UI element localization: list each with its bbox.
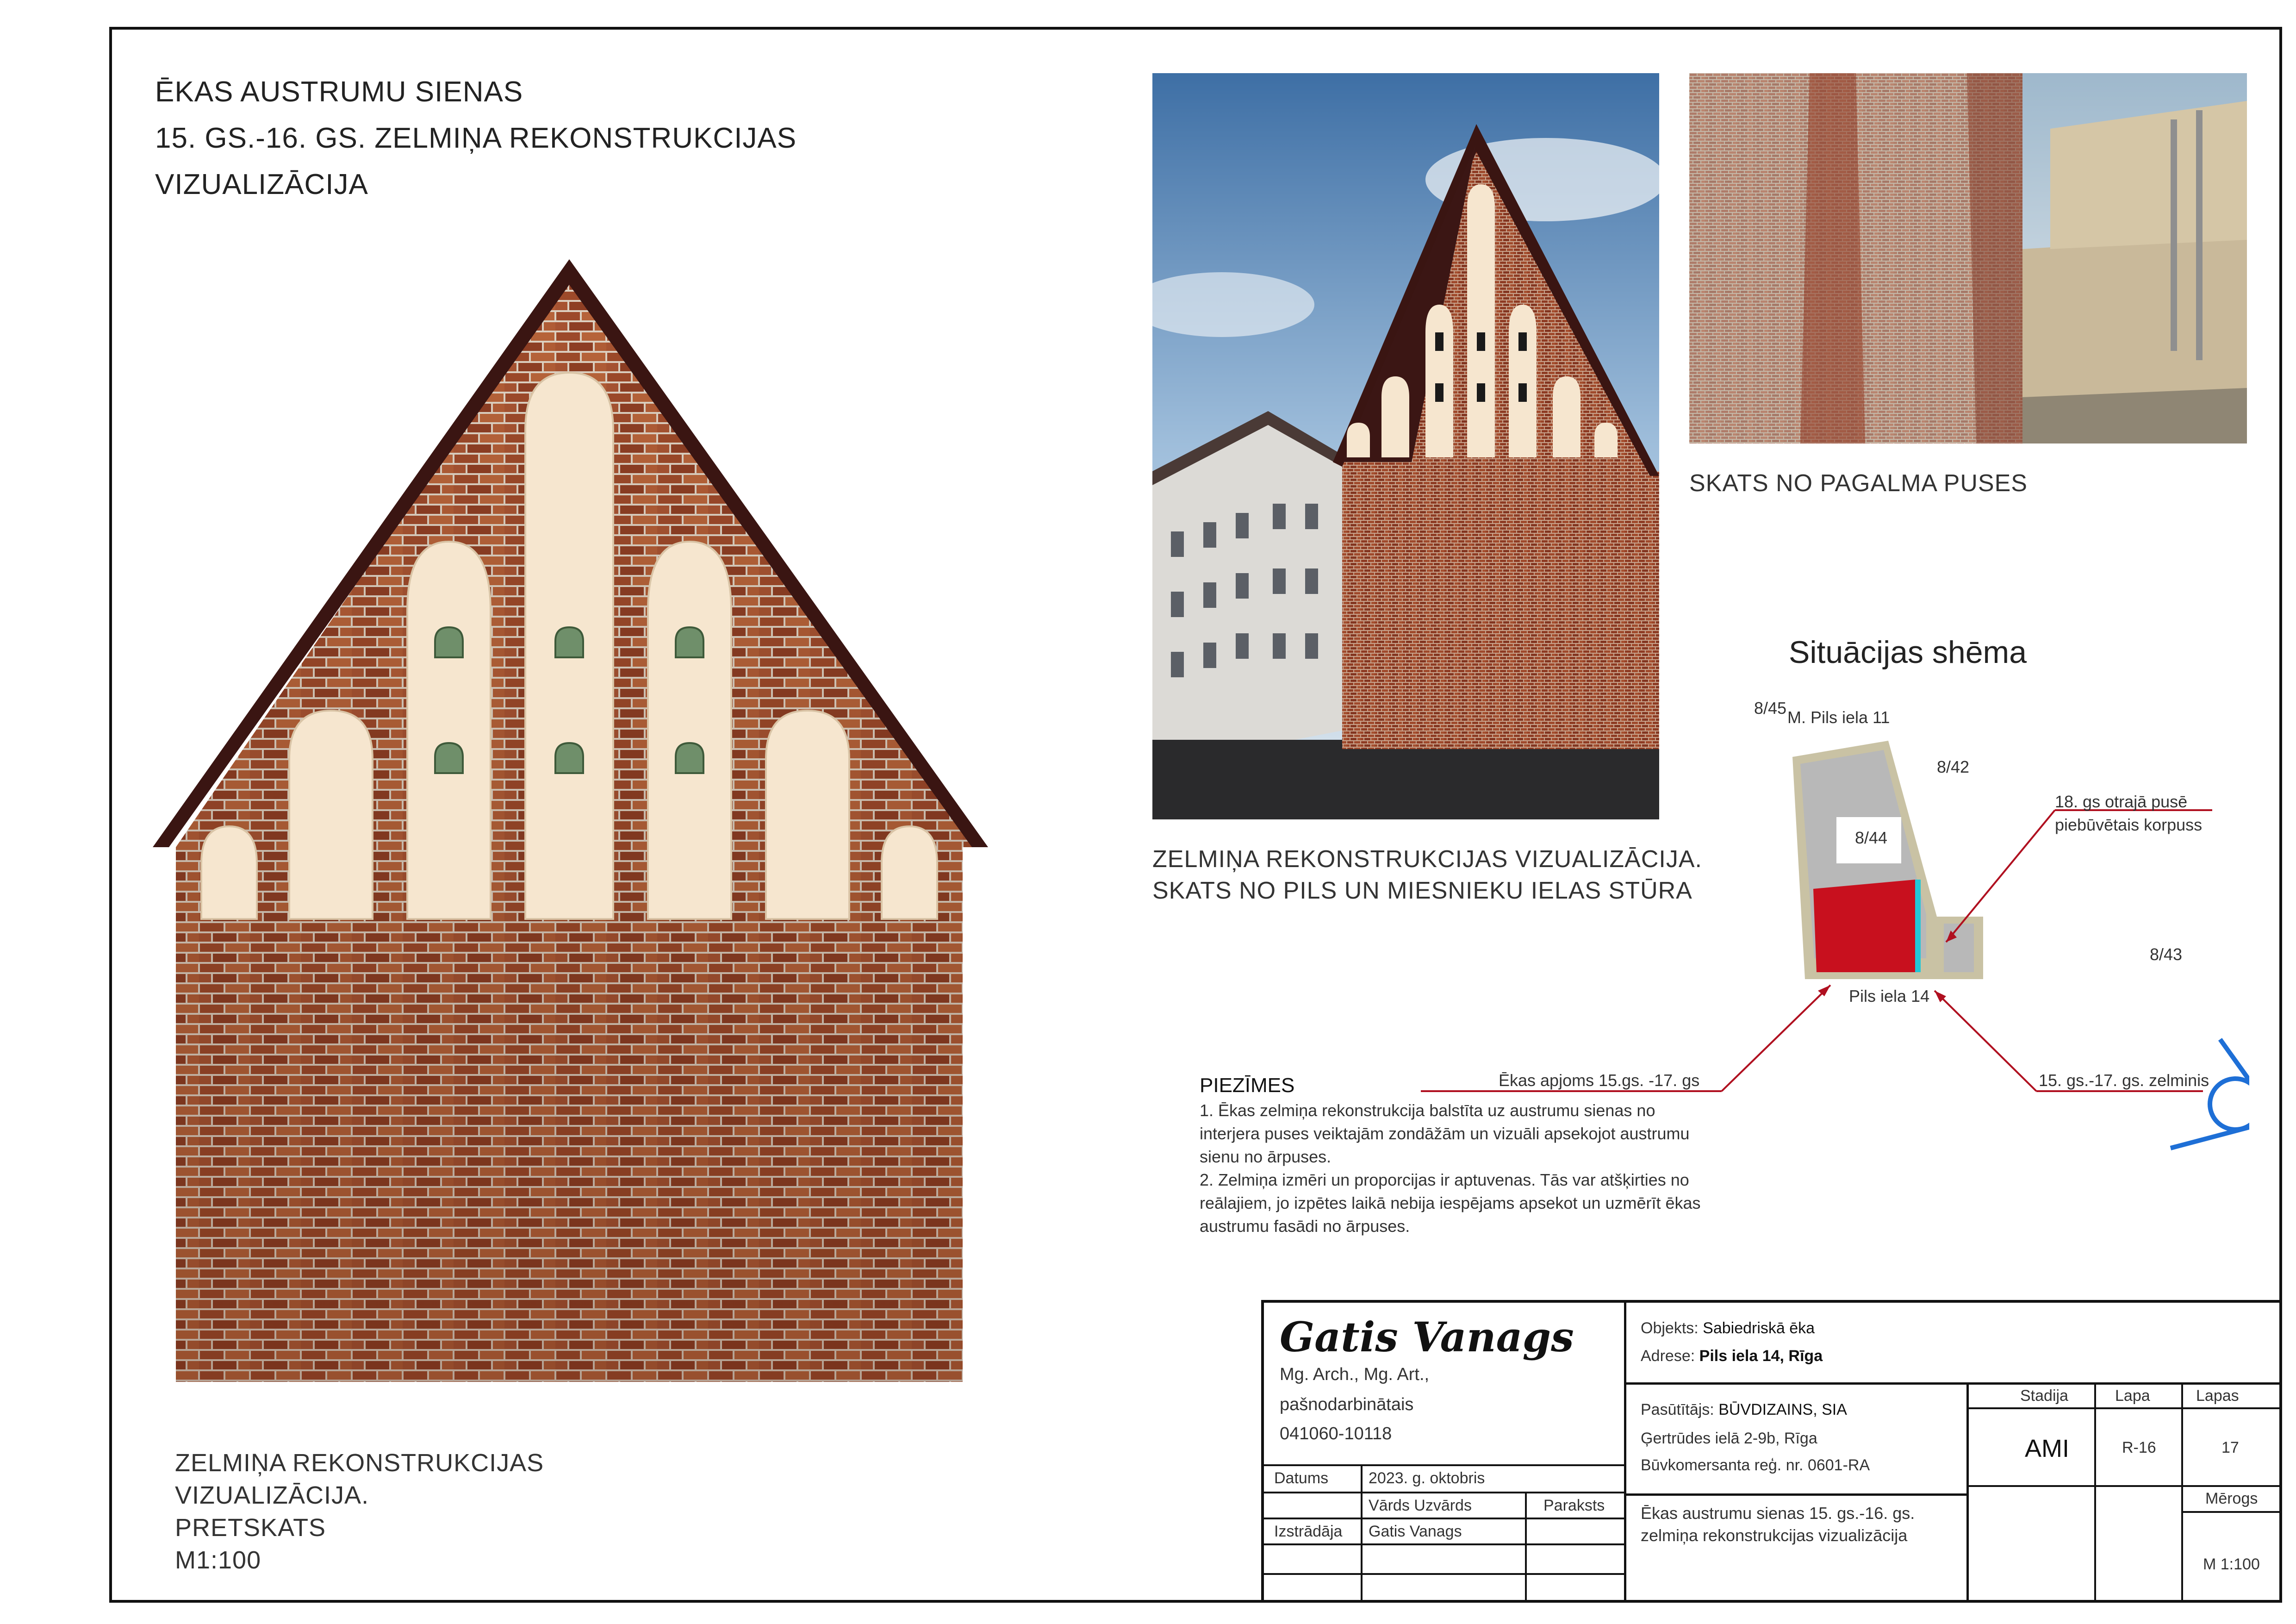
site-label-842: 8/42 — [1937, 757, 1970, 776]
stadija-label: Stadija — [2020, 1387, 2068, 1405]
izstradaja-value: Gatis Vanags — [1369, 1523, 1462, 1540]
render-caption-line-2: SKATS NO PILS UN MIESNIEKU IELAS STŪRA — [1152, 877, 1692, 904]
site-label-845: 8/45 — [1754, 699, 1787, 718]
site-annot-gable: 15. gs.-17. gs. zelminis — [2039, 1071, 2209, 1090]
vards-label: Vārds Uzvārds — [1369, 1497, 1472, 1514]
author-name: Gatis Vanags — [1280, 1313, 1574, 1361]
render-caption-line-1: ZELMIŅA REKONSTRUKCIJAS VIZUALIZĀCIJA. — [1152, 846, 1702, 873]
lapa-value: R-16 — [2122, 1439, 2156, 1456]
elevation-caption-line-1: ZELMIŅA REKONSTRUKCIJAS — [175, 1449, 544, 1477]
site-annot-18gs-2: piebūvētais korpuss — [2055, 815, 2203, 834]
client-line-1: Ģertrūdes ielā 2-9b, Rīga — [1641, 1430, 1817, 1447]
notes-line-4: 2. Zelmiņa izmēri un proporcijas ir aptuvenas. Tās var atšķirties no — [1200, 1170, 1689, 1189]
author-line-2: pašnodarbinātais — [1280, 1395, 1414, 1414]
drawing-title-line-2: zelmiņa rekonstrukcijas vizualizācija — [1641, 1526, 1908, 1545]
elevation-caption-line-4: M1:100 — [175, 1546, 261, 1574]
heading-line-1: ĒKAS AUSTRUMU SIENAS — [155, 76, 523, 108]
merogs-label: Mērogs — [2205, 1490, 2258, 1507]
site-annot-18gs-1: 18. gs otrajā pusē — [2055, 792, 2188, 811]
site-label-844: 8/44 — [1855, 828, 1888, 847]
site-plan-red-volume — [1813, 880, 1915, 972]
object-label: Objekts: — [1641, 1319, 1699, 1337]
elevation-caption-line-3: PRETSKATS — [175, 1514, 326, 1542]
heading-line-2: 15. GS.-16. GS. ZELMIŅA REKONSTRUKCIJAS — [155, 122, 797, 154]
title-block — [1261, 1300, 2281, 1603]
address-value: Pils iela 14, Rīga — [1699, 1347, 1823, 1365]
datums-value: 2023. g. oktobris — [1369, 1469, 1485, 1487]
notes-line-1: 1. Ēkas zelmiņa rekonstrukcija balstīta uz austrumu sienas no — [1200, 1101, 1655, 1120]
heading-line-3: VIZUALIZĀCIJA — [155, 169, 368, 200]
izstradaja-label: Izstrādāja — [1274, 1523, 1343, 1540]
author-line-3: 041060-10118 — [1280, 1424, 1392, 1443]
courtyard-caption: SKATS NO PAGALMA PUSES — [1689, 470, 2028, 497]
notes-line-2: interjera puses veiktajām zondāžām un vizuāli apsekojot austrumu — [1200, 1124, 1690, 1143]
object-row — [1641, 1319, 1815, 1337]
elevation-caption — [175, 1447, 544, 1576]
courtyard-photo — [1689, 73, 2247, 443]
datums-label: Datums — [1274, 1469, 1329, 1487]
site-plan-title: Situācijas shēma — [1789, 635, 2027, 670]
notes-line-6: austrumu fasādi no ārpuses. — [1200, 1217, 1410, 1236]
site-label-m-pils: M. Pils iela 11 — [1787, 708, 1890, 727]
gable-elevation — [148, 250, 995, 1393]
lapas-value: 17 — [2221, 1439, 2239, 1456]
north-arrow-icon — [2171, 1039, 2249, 1148]
notes-title: PIEZĪMES — [1200, 1074, 1295, 1097]
client-row — [1641, 1401, 1847, 1419]
site-label-pils14: Pils iela 14 — [1849, 987, 1930, 1006]
drawing-title-line-1: Ēkas austrumu sienas 15. gs.-16. gs. — [1641, 1504, 1915, 1523]
author-line-1: Mg. Arch., Mg. Art., — [1280, 1365, 1430, 1384]
site-label-843: 8/43 — [2150, 945, 2183, 964]
site-plan-cyan-gable — [1915, 880, 1921, 972]
address-row — [1641, 1347, 1823, 1365]
paraksts-label: Paraksts — [1543, 1497, 1605, 1514]
notes — [1200, 1074, 1732, 1238]
lapa-label: Lapa — [2115, 1387, 2150, 1405]
lapas-label: Lapas — [2196, 1387, 2239, 1405]
client-value: BŪVDIZAINS, SIA — [1718, 1401, 1847, 1418]
address-label: Adrese: — [1641, 1347, 1695, 1365]
object-value: Sabiedriskā ēka — [1703, 1319, 1815, 1337]
sheet-heading — [155, 74, 796, 203]
notes-line-3: sienu no ārpuses. — [1200, 1147, 1332, 1166]
client-line-2: Būvkomersanta reģ. nr. 0601-RA — [1641, 1456, 1870, 1474]
notes-line-5: reālajiem, jo izpētes laikā nebija iespējams apsekot un uzmērīt ēkas — [1200, 1193, 1701, 1212]
site-annot-volume: Ēkas apjoms 15.gs. -17. gs — [1499, 1071, 1700, 1090]
merogs-value: M 1:100 — [2203, 1555, 2260, 1573]
client-label: Pasūtītājs: — [1641, 1401, 1714, 1418]
stadija-value: AMI — [2025, 1435, 2070, 1462]
elevation-caption-line-2: VIZUALIZĀCIJA. — [175, 1481, 369, 1509]
